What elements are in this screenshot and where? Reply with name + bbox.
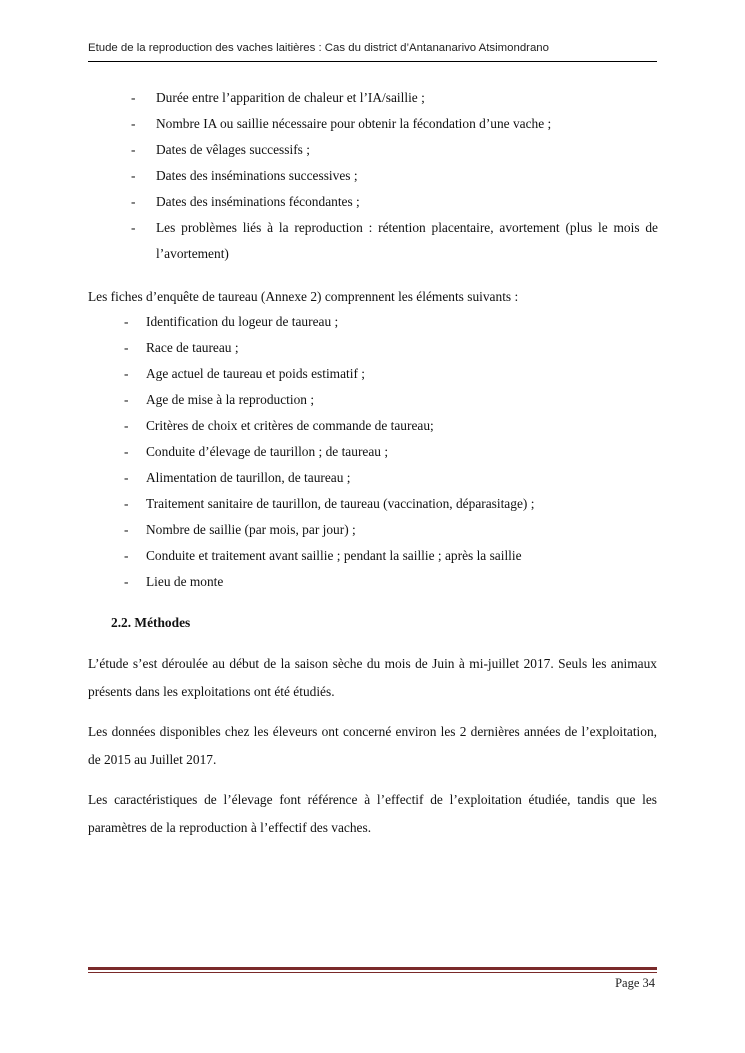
list-item-text: Dates des inséminations fécondantes ; xyxy=(156,194,360,209)
list-item-text: Identification du logeur de taureau ; xyxy=(146,314,339,329)
list-item xyxy=(124,387,658,413)
list-item-text: Conduite d’élevage de taurillon ; de taureau ; xyxy=(146,444,389,459)
list-item xyxy=(131,189,658,215)
footer-rule-thin xyxy=(88,972,657,973)
list-bullet: - xyxy=(124,314,129,329)
list-item-text: Nombre de saillie (par mois, par jour) ; xyxy=(146,522,356,537)
list-bullet: - xyxy=(131,142,136,157)
list-bullet: - xyxy=(124,366,129,381)
list-bullet: - xyxy=(124,418,129,433)
list-bullet: - xyxy=(124,548,129,563)
list-item xyxy=(131,85,658,111)
list-item xyxy=(131,163,658,189)
footer-rule xyxy=(88,967,657,970)
list-item xyxy=(124,465,658,491)
list-item-text: Dates des inséminations successives ; xyxy=(156,168,358,183)
list-item-text: Lieu de monte xyxy=(146,574,224,589)
list-item xyxy=(131,215,658,267)
list-item-text: Dates de vêlages successifs ; xyxy=(156,142,310,157)
list-item-text: Traitement sanitaire de taurillon, de taureau (vaccination, déparasitage) ; xyxy=(146,496,535,511)
running-header: Etude de la reproduction des vaches laitières : Cas du district d’Antananarivo Atsimondrano xyxy=(88,42,549,54)
list-item-text: Age actuel de taureau et poids estimatif ; xyxy=(146,366,366,381)
list-bullet: - xyxy=(124,444,129,459)
list-item xyxy=(131,137,658,163)
list-bullet: - xyxy=(124,496,129,511)
list-item xyxy=(124,361,658,387)
section-heading: 2.2. Méthodes xyxy=(111,615,191,630)
list-item xyxy=(124,491,658,517)
page-number: Page 34 xyxy=(615,976,655,990)
bull-survey-intro: Les fiches d’enquête de taureau (Annexe 2) comprennent les éléments suivants : xyxy=(88,289,519,304)
list-bullet: - xyxy=(131,220,136,235)
list-item-text: Race de taureau ; xyxy=(146,340,239,355)
list-item xyxy=(124,543,658,569)
list-bullet: - xyxy=(131,116,136,131)
list-item-text: Age de mise à la reproduction ; xyxy=(146,392,315,407)
list-item xyxy=(124,309,658,335)
list-bullet: - xyxy=(131,194,136,209)
list-bullet: - xyxy=(131,90,136,105)
list-bullet: - xyxy=(124,470,129,485)
bull-survey-items-list xyxy=(124,309,658,595)
list-item-text: Conduite et traitement avant saillie ; pendant la saillie ; après la saillie xyxy=(146,548,522,563)
body-paragraph: L’étude s’est déroulée au début de la saison sèche du mois de Juin à mi-juillet 2017. Seuls les animaux présents dans les exploitations ont été étudiés. xyxy=(88,656,657,699)
list-bullet: - xyxy=(124,574,129,589)
list-bullet: - xyxy=(124,340,129,355)
list-item xyxy=(131,111,658,137)
list-item xyxy=(124,517,658,543)
cow-survey-items-list xyxy=(131,85,658,267)
list-item-text: Nombre IA ou saillie nécessaire pour obtenir la fécondation d’une vache ; xyxy=(156,116,552,131)
list-item xyxy=(124,413,658,439)
list-bullet: - xyxy=(124,522,129,537)
list-item-text: Durée entre l’apparition de chaleur et l’IA/saillie ; xyxy=(156,90,425,105)
header-rule xyxy=(88,61,657,62)
list-bullet: - xyxy=(131,168,136,183)
list-bullet: - xyxy=(124,392,129,407)
list-item xyxy=(124,335,658,361)
list-item-text: Critères de choix et critères de commande de taureau; xyxy=(146,418,434,433)
body-paragraph: Les données disponibles chez les éleveurs ont concerné environ les 2 dernières années de l’exploitation, de 2015 au Juillet 2017. xyxy=(88,724,657,767)
list-item xyxy=(124,439,658,465)
list-item xyxy=(124,569,658,595)
list-item-text: Les problèmes liés à la reproduction : rétention placentaire, avortement (plus le mois de l’avortement) xyxy=(156,220,658,261)
list-item-text: Alimentation de taurillon, de taureau ; xyxy=(146,470,351,485)
body-paragraph: Les caractéristiques de l’élevage font référence à l’effectif de l’exploitation étudiée, tandis que les paramètres de la reproduction à l’effectif des vaches. xyxy=(88,792,657,835)
